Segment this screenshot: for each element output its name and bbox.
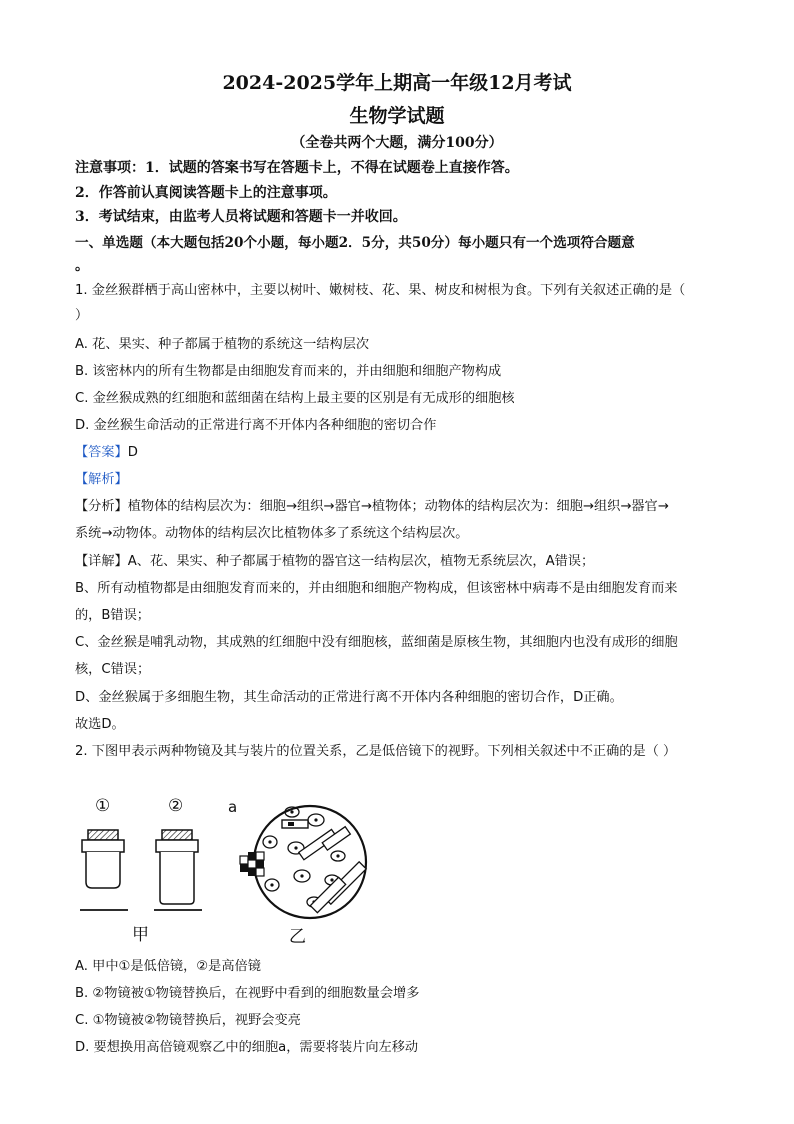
- q1-detail-line-2: B、所有动植物都是由细胞发育而来的，并由细胞和细胞产物构成，但该密林中病毒不是由细胞发育而来: [75, 581, 678, 596]
- lens-1-label: ①: [95, 796, 111, 816]
- exam-subject: 生物学试题: [349, 105, 445, 127]
- objective-lens-2: [154, 830, 202, 910]
- q1-stem-cont: ）: [75, 308, 89, 323]
- q2-option-a: A. 甲中①是低倍镜，②是高倍镜: [75, 959, 261, 974]
- note-line-2: 2．作答前认真阅读答题卡上的注意事项。: [75, 185, 337, 201]
- objective-lens-1: [80, 830, 128, 910]
- answer-value: D: [127, 445, 138, 460]
- q2-option-c: C. ①物镜被②物镜替换后，视野会变亮: [75, 1013, 301, 1028]
- note-line-3: 3．考试结束，由监考人员将试题和答题卡一并收回。: [75, 209, 407, 225]
- q1-option-b: B. 该密林内的所有生物都是由细胞发育而来的，并由细胞和细胞产物构成: [75, 364, 502, 379]
- field-of-view: [240, 806, 366, 918]
- section-heading-cont: 。: [75, 258, 89, 274]
- q1-stem: 1. 金丝猴群栖于高山密林中，主要以树叶、嫩树枝、花、果、树皮和树根为食。下列有关叙述正确的是（: [75, 283, 686, 298]
- q1-detail-line-6: D、金丝猴属于多细胞生物，其生命活动的正常进行离不开体内各种细胞的密切合作，D正确。: [75, 690, 623, 705]
- q2-option-b: B. ②物镜被①物镜替换后，在视野中看到的细胞数量会增多: [75, 986, 420, 1001]
- q1-option-a: A. 花、果实、种子都属于植物的系统这一结构层次: [75, 337, 370, 352]
- q2-stem: 2. 下图甲表示两种物镜及其与装片的位置关系，乙是低倍镜下的视野。下列相关叙述中不正确的是（ ）: [75, 744, 677, 759]
- answer-label: 【答案】: [75, 445, 128, 460]
- exam-title: 2024-2025学年上期高一年级12月考试: [222, 72, 572, 94]
- q2-option-d: D. 要想换用高倍镜观察乙中的细胞a，需要将装片向左移动: [75, 1040, 419, 1055]
- lens-2-label: ②: [168, 796, 184, 816]
- note-line-1: 注意事项：1．试题的答案书写在答题卡上，不得在试题卷上直接作答。: [75, 160, 519, 176]
- q1-analysis-label: 【解析】: [75, 472, 128, 487]
- microscope-figure: [70, 790, 370, 950]
- exam-subtitle: （全卷共两个大题，满分100分）: [291, 135, 503, 151]
- q1-fenxi-line-2: 系统→动物体。动物体的结构层次比植物体多了系统这个结构层次。: [75, 526, 469, 541]
- figure-caption-yi: 乙: [289, 927, 306, 947]
- q1-option-c: C. 金丝猴成熟的红细胞和蓝细菌在结构上最主要的区别是有无成形的细胞核: [75, 391, 515, 406]
- q1-detail-line-4: C、金丝猴是哺乳动物，其成熟的红细胞中没有细胞核，蓝细菌是原核生物，其细胞内也没有成形的细胞: [75, 635, 678, 650]
- q1-detail-line-3: 的，B错误；: [75, 608, 150, 623]
- q1-detail-line-5: 核，C错误；: [75, 662, 151, 677]
- cell-a-label: a: [228, 798, 238, 816]
- q1-detail-line-7: 故选D。: [75, 717, 125, 732]
- q1-fenxi-line-1: 【分析】植物体的结构层次为：细胞→组织→器官→植物体；动物体的结构层次为：细胞→组织→器官→: [75, 499, 669, 514]
- figure-caption-jia: 甲: [132, 925, 149, 945]
- section-heading: 一、单选题（本大题包括20个小题，每小题2．5分，共50分）每小题只有一个选项符合题意: [75, 235, 635, 251]
- q1-answer: [75, 443, 138, 463]
- q1-option-d: D. 金丝猴生命活动的正常进行离不开体内各种细胞的密切合作: [75, 418, 437, 433]
- q1-detail-line-1: 【详解】A、花、果实、种子都属于植物的器官这一结构层次，植物无系统层次，A错误；: [75, 554, 595, 569]
- cell-a-cluster: [240, 852, 264, 876]
